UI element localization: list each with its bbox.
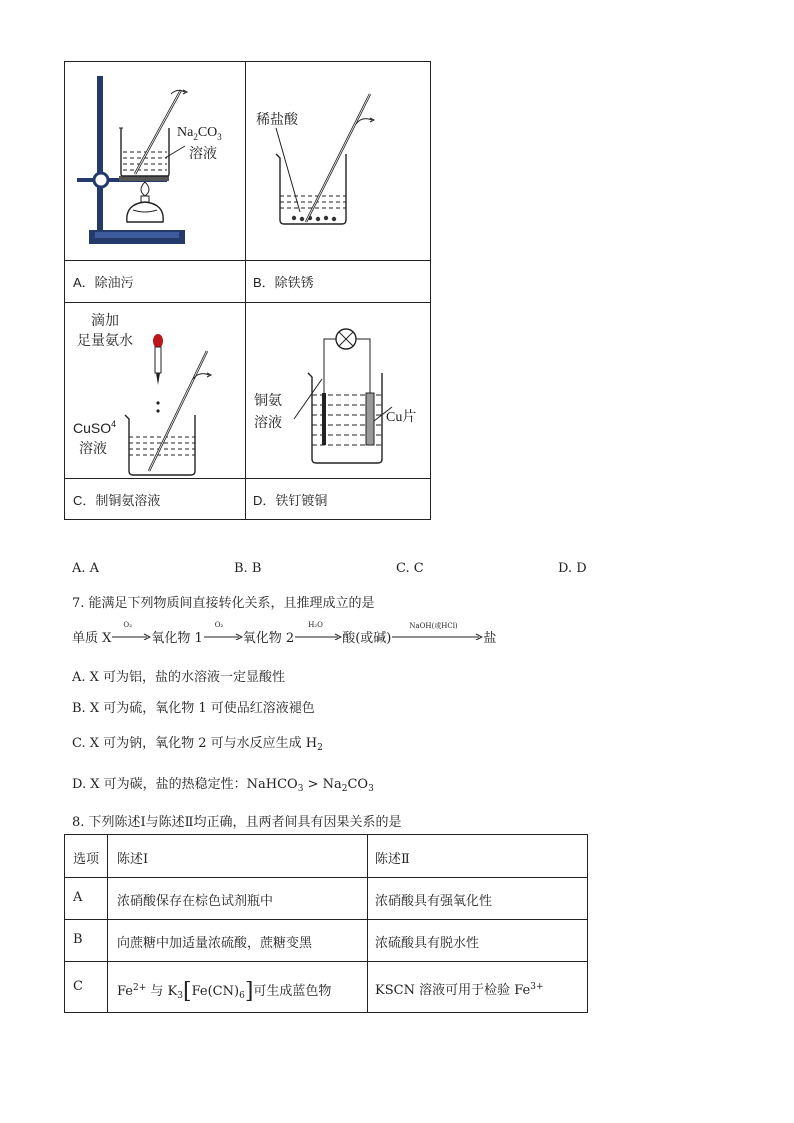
chain-arrow: NaOH(或HCl) (391, 628, 483, 642)
figure-d-electroplating-apparatus (246, 303, 432, 478)
q8-stem: 8. 下列陈述Ⅰ与陈述Ⅱ均正确，且两者间具有因果关系的是 (72, 815, 402, 830)
chain-substance: 盐 (483, 631, 497, 646)
q7-conversion-chain (72, 621, 497, 646)
figure-b-caption: B．除铁锈 (253, 275, 314, 290)
table-row-b-statement-2: 浓硫酸具有脱水性 (375, 936, 480, 951)
figure-b-rust-removal-apparatus (246, 62, 432, 260)
label-cuso4: CuSO$^4$ (73, 419, 117, 436)
table-row-b-option: B (73, 932, 83, 947)
chain-substance: 单质 X (72, 631, 112, 646)
table-divider (367, 835, 368, 1012)
table-row-c-statement-2: KSCN 溶液可用于检验 $Fe^{3+}$ (375, 982, 544, 998)
figure-d-caption: D．铁钉镀铜 (253, 493, 328, 508)
q7-option-b[interactable]: B. X 可为硫，氧化物 1 可使品红溶液褪色 (72, 701, 315, 716)
figure-a-caption: A．除油污 (73, 275, 134, 290)
chain-substance: 酸(或碱) (342, 631, 392, 646)
grid-divider (65, 478, 430, 479)
table-divider (107, 835, 108, 1012)
label-add: 滴加 (91, 314, 119, 329)
grid-divider (65, 260, 430, 261)
figure-c-copper-ammonia-apparatus (65, 303, 245, 478)
label-solution: 溶液 (189, 147, 217, 162)
q7-option-a[interactable]: A. X 可为铝，盐的水溶液一定显酸性 (72, 670, 286, 685)
figure-c-caption: C．制铜氨溶液 (73, 493, 161, 508)
figure-a-degreasing-apparatus (65, 62, 245, 260)
chain-arrow: H₂O (294, 628, 342, 642)
table-row-c-statement-1: $Fe^{2+}$ 与 $K_3[Fe(CN)_6]$可生成蓝色物 (117, 979, 332, 1004)
q7-option-c[interactable]: C. X 可为钠，氧化物 2 可与水反应生成 $H_2$ (72, 736, 323, 753)
q6-choice-c[interactable]: C. C (396, 561, 424, 576)
q7-stem: 7. 能满足下列物质间直接转化关系，且推理成立的是 (72, 596, 375, 611)
table-header-statement-1: 陈述Ⅰ (117, 852, 149, 867)
apparatus-figure-grid (64, 61, 431, 520)
q8-statement-table (64, 834, 588, 1013)
table-row-a-statement-2: 浓硝酸具有强氧化性 (375, 894, 493, 909)
table-row-b-statement-1: 向蔗糖中加适量浓硫酸，蔗糖变黑 (117, 936, 313, 951)
table-row-a-option: A (73, 890, 83, 905)
chain-arrow: O₂ (111, 628, 151, 642)
chain-substance: 氧化物 2 (242, 631, 295, 646)
label-dilute-hcl: 稀盐酸 (256, 113, 298, 128)
table-divider (65, 919, 587, 920)
label-solution: 溶液 (254, 416, 282, 431)
label-ammonia: 足量氨水 (77, 334, 133, 349)
label-na2co3: $Na_2CO_3$ (177, 125, 222, 142)
table-divider (65, 961, 587, 962)
chain-substance: 氧化物 1 (151, 631, 203, 646)
label-solution: 溶液 (79, 442, 107, 457)
q7-option-d[interactable]: D. X 可为碳，盐的热稳定性：NaHCO$_3$ > $Na_2CO_3$ (72, 777, 374, 794)
q6-choice-b[interactable]: B. B (234, 561, 262, 576)
label-cu-plate: Cu片 (386, 410, 417, 425)
label-copper-ammonia: 铜氨 (254, 394, 282, 409)
table-header-option: 选项 (73, 852, 100, 867)
table-header-statement-2: 陈述Ⅱ (375, 852, 410, 867)
chain-arrow: O₂ (203, 628, 243, 642)
table-row-a-statement-1: 浓硝酸保存在棕色试剂瓶中 (117, 894, 274, 909)
q6-choice-d[interactable]: D. D (558, 561, 587, 576)
q6-choice-a[interactable]: A. A (72, 561, 100, 576)
table-divider (65, 877, 587, 878)
table-row-c-option: C (73, 979, 83, 994)
